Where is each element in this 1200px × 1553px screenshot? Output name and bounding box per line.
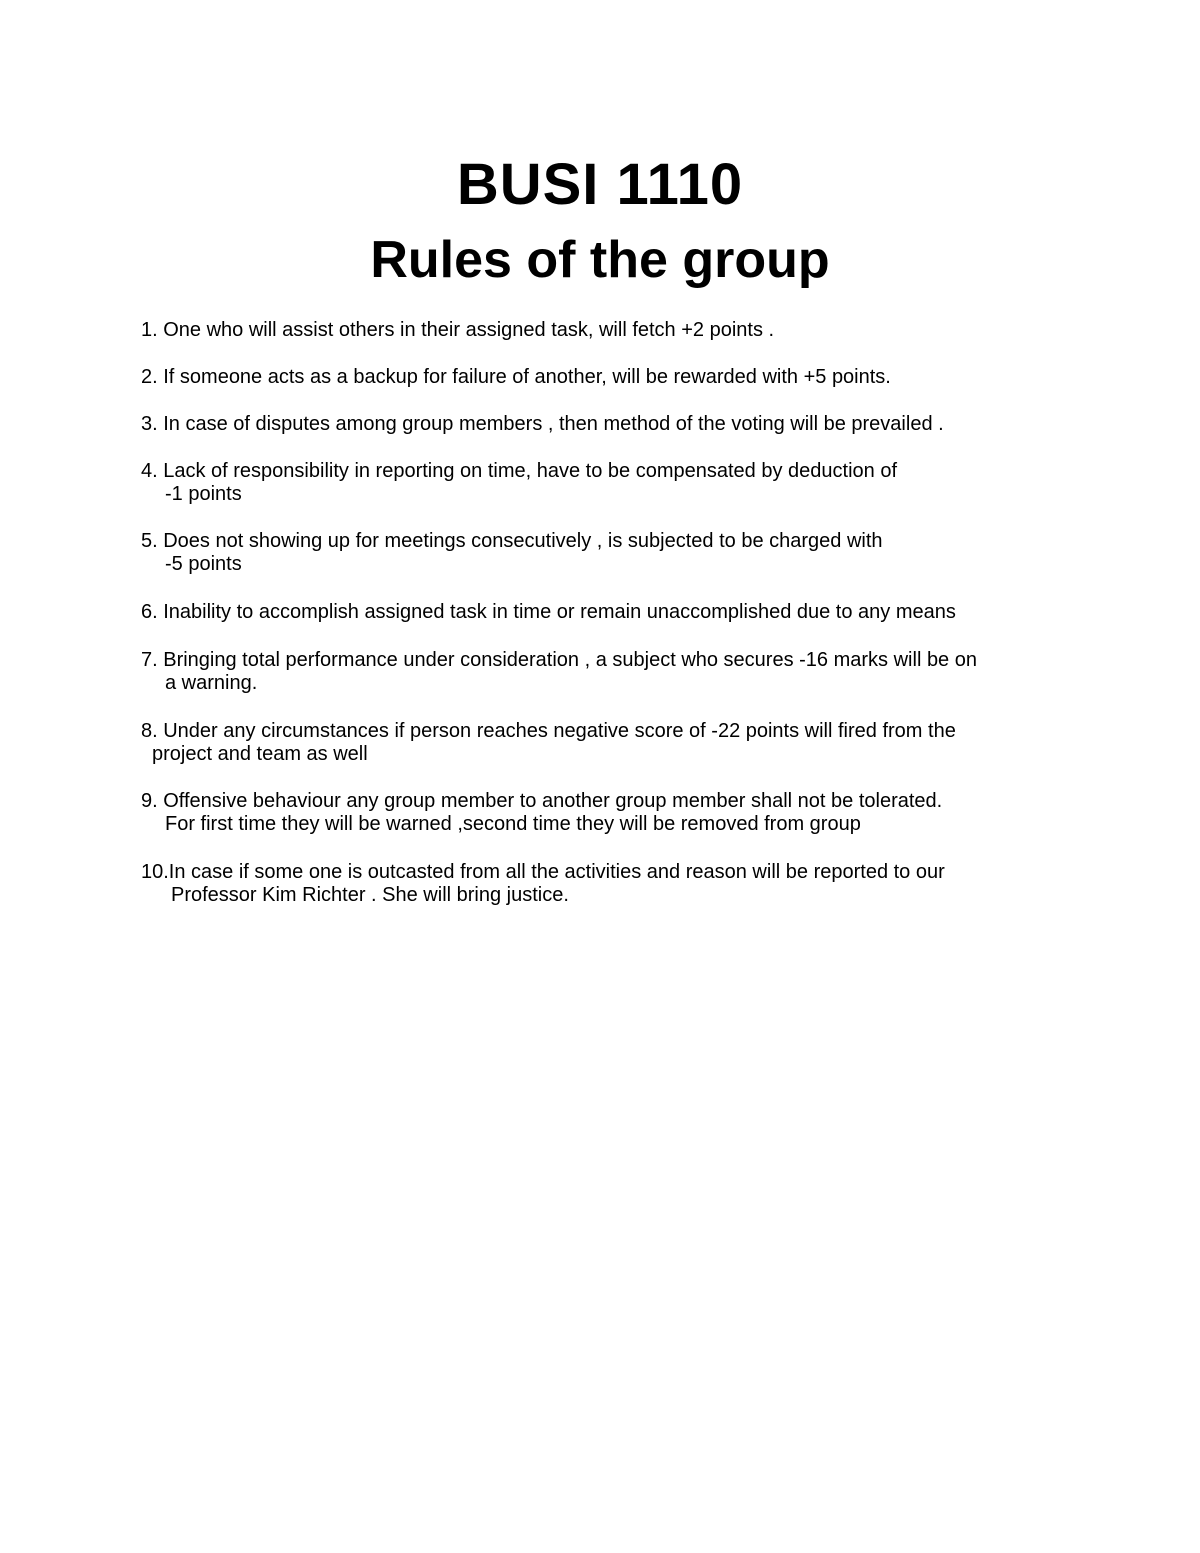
rule-text: 3. In case of disputes among group members , then method of the voting will be prevailed . [141, 413, 944, 435]
rule-text: 7. Bringing total performance under consideration , a subject who secures -16 marks will be on [141, 649, 977, 671]
rule-text: 1. One who will assist others in their assigned task, will fetch +2 points . [141, 319, 775, 341]
rule-item-10 [141, 861, 1081, 907]
rule-item-6 [141, 601, 1081, 624]
rule-text-continuation: Professor Kim Richter . She will bring justice. [171, 884, 569, 906]
rule-text: 9. Offensive behaviour any group member to another group member shall not be tolerated. [141, 790, 943, 812]
rule-item-8 [141, 720, 1081, 766]
rule-item-2 [141, 366, 1081, 389]
rule-text-continuation: project and team as well [152, 743, 368, 765]
course-code-heading: BUSI 1110 [456, 152, 744, 217]
rule-item-5 [141, 530, 1081, 576]
rule-text-continuation: -1 points [165, 483, 242, 505]
rule-text: 4. Lack of responsibility in reporting on time, have to be compensated by deduction of [141, 460, 898, 482]
rule-item-1 [141, 319, 1081, 342]
rule-text: 5. Does not showing up for meetings consecutively , is subjected to be charged with [141, 530, 883, 552]
rule-item-9 [141, 790, 1081, 836]
rule-item-4 [141, 460, 1081, 506]
rule-text-continuation: For first time they will be warned ,second time they will be removed from group [165, 813, 861, 835]
rule-text-continuation: -5 points [165, 553, 242, 575]
rule-text: 8. Under any circumstances if person reaches negative score of -22 points will fired from the [141, 720, 956, 742]
rule-text-continuation: a warning. [165, 672, 258, 694]
rule-text: 6. Inability to accomplish assigned task in time or remain unaccomplished due to any means [141, 601, 956, 623]
rule-text: 10.In case if some one is outcasted from all the activities and reason will be reported to our [141, 861, 945, 883]
document-title: Rules of the group [370, 231, 830, 289]
rule-item-7 [141, 649, 1081, 695]
rule-text: 2. If someone acts as a backup for failure of another, will be rewarded with +5 points. [141, 366, 891, 388]
rule-item-3 [141, 413, 1081, 436]
